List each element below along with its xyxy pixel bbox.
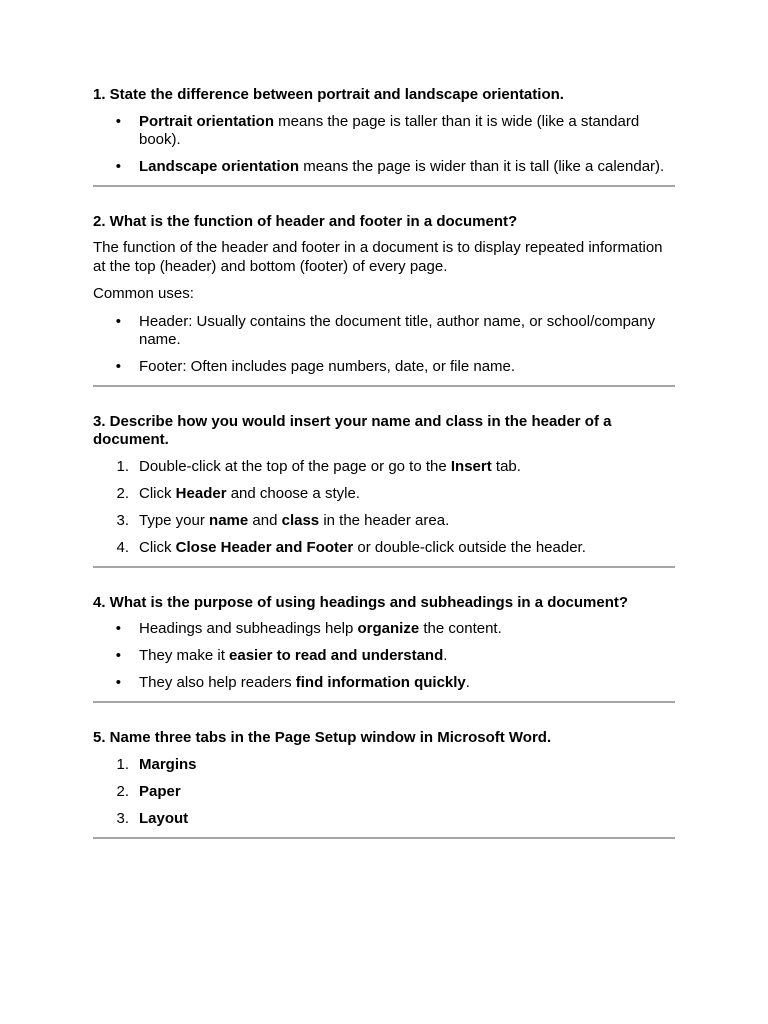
bullet-marker: • xyxy=(115,157,121,175)
item-text: Double-click at the top of the page or go to the xyxy=(139,457,451,475)
number-marker: 1. xyxy=(116,457,129,475)
item-text: and choose a style. xyxy=(226,484,360,502)
bold-term: Layout xyxy=(139,809,189,827)
item-text: Header: Usually contains the document title, author name, or school/company name. xyxy=(139,312,656,348)
bold-term: organize xyxy=(357,620,420,637)
section-divider xyxy=(93,385,675,387)
bullet-marker: • xyxy=(115,620,121,637)
bold-term: Header xyxy=(175,484,227,502)
list-item xyxy=(93,313,675,349)
number-marker: 3. xyxy=(116,511,129,529)
document-content xyxy=(93,86,675,865)
bold-term: Insert xyxy=(450,457,492,475)
section-2 xyxy=(93,213,675,376)
item-text: in the header area. xyxy=(319,511,450,529)
list-item xyxy=(93,458,675,476)
question-4: 4. What is the purpose of using headings and subheadings in a document? xyxy=(93,593,629,611)
question-1: 1. State the difference between portrait and landscape orientation. xyxy=(93,86,564,103)
list-item xyxy=(93,647,675,665)
section-3 xyxy=(93,413,675,557)
section-divider xyxy=(93,566,675,568)
list-item xyxy=(93,113,675,149)
bullet-marker: • xyxy=(115,357,121,375)
item-text: means the page is wider than it is tall (like a calendar). xyxy=(299,157,665,175)
question-5: 5. Name three tabs in the Page Setup window in Microsoft Word. xyxy=(93,729,552,746)
item-text: the content. xyxy=(419,620,502,637)
question-3: 3. Describe how you would insert your name and class in the header of a document. xyxy=(93,412,612,448)
item-text: Headings and subheadings help xyxy=(139,620,358,637)
section-divider xyxy=(93,701,675,703)
bullet-marker: • xyxy=(115,674,121,691)
bullet-list xyxy=(93,113,675,176)
section-1 xyxy=(93,86,675,176)
bold-term: Margins xyxy=(139,755,197,773)
common-uses-label: Common uses: xyxy=(93,285,194,302)
number-marker: 4. xyxy=(116,538,129,556)
bullet-marker: • xyxy=(115,112,121,130)
section-4 xyxy=(93,594,675,693)
section-5 xyxy=(93,729,675,828)
list-item xyxy=(93,485,675,503)
numbered-list xyxy=(93,756,675,828)
list-item xyxy=(93,358,675,376)
bullet-marker: • xyxy=(115,647,121,664)
section-divider xyxy=(93,837,675,839)
item-text: Click xyxy=(139,538,176,556)
item-text: They also help readers xyxy=(139,674,296,691)
question-2: 2. What is the function of header and footer in a document? xyxy=(93,212,518,230)
item-text: or double-click outside the header. xyxy=(353,538,586,556)
bold-term: Paper xyxy=(139,782,181,800)
list-item xyxy=(93,158,675,176)
number-marker: 2. xyxy=(116,782,129,800)
list-item xyxy=(93,539,675,557)
bold-term: Landscape orientation xyxy=(139,157,300,175)
bold-term: Portrait orientation xyxy=(139,112,275,130)
section-divider xyxy=(93,185,675,187)
answer-paragraph: The function of the header and footer in a document is to display repeated information at the top (header) and bottom (footer) of every page. xyxy=(93,239,663,275)
item-text: They make it xyxy=(139,647,230,664)
number-marker: 1. xyxy=(116,755,129,773)
bold-term: Close Header and Footer xyxy=(175,538,354,556)
bold-term: name xyxy=(209,511,249,529)
item-text: Click xyxy=(139,484,176,502)
bullet-list xyxy=(93,313,675,376)
item-text: tab. xyxy=(491,457,521,475)
bold-term: class xyxy=(281,511,320,529)
item-text: . xyxy=(465,674,470,691)
bullet-list xyxy=(93,620,675,692)
bold-term: find information quickly xyxy=(295,674,466,691)
numbered-list xyxy=(93,458,675,557)
item-text: Type your xyxy=(139,511,210,529)
bold-term: easier to read and understand xyxy=(229,647,444,664)
list-item xyxy=(93,756,675,774)
bullet-marker: • xyxy=(115,312,121,330)
list-item xyxy=(93,810,675,828)
number-marker: 3. xyxy=(116,809,129,827)
item-text: means the page is taller than it is wide (like a standard book). xyxy=(139,112,640,148)
number-marker: 2. xyxy=(116,484,129,502)
list-item xyxy=(93,674,675,692)
list-item xyxy=(93,783,675,801)
item-text: Footer: Often includes page numbers, date, or file name. xyxy=(139,357,516,375)
item-text: . xyxy=(443,647,448,664)
item-text: and xyxy=(248,511,282,529)
list-item xyxy=(93,512,675,530)
list-item xyxy=(93,620,675,638)
